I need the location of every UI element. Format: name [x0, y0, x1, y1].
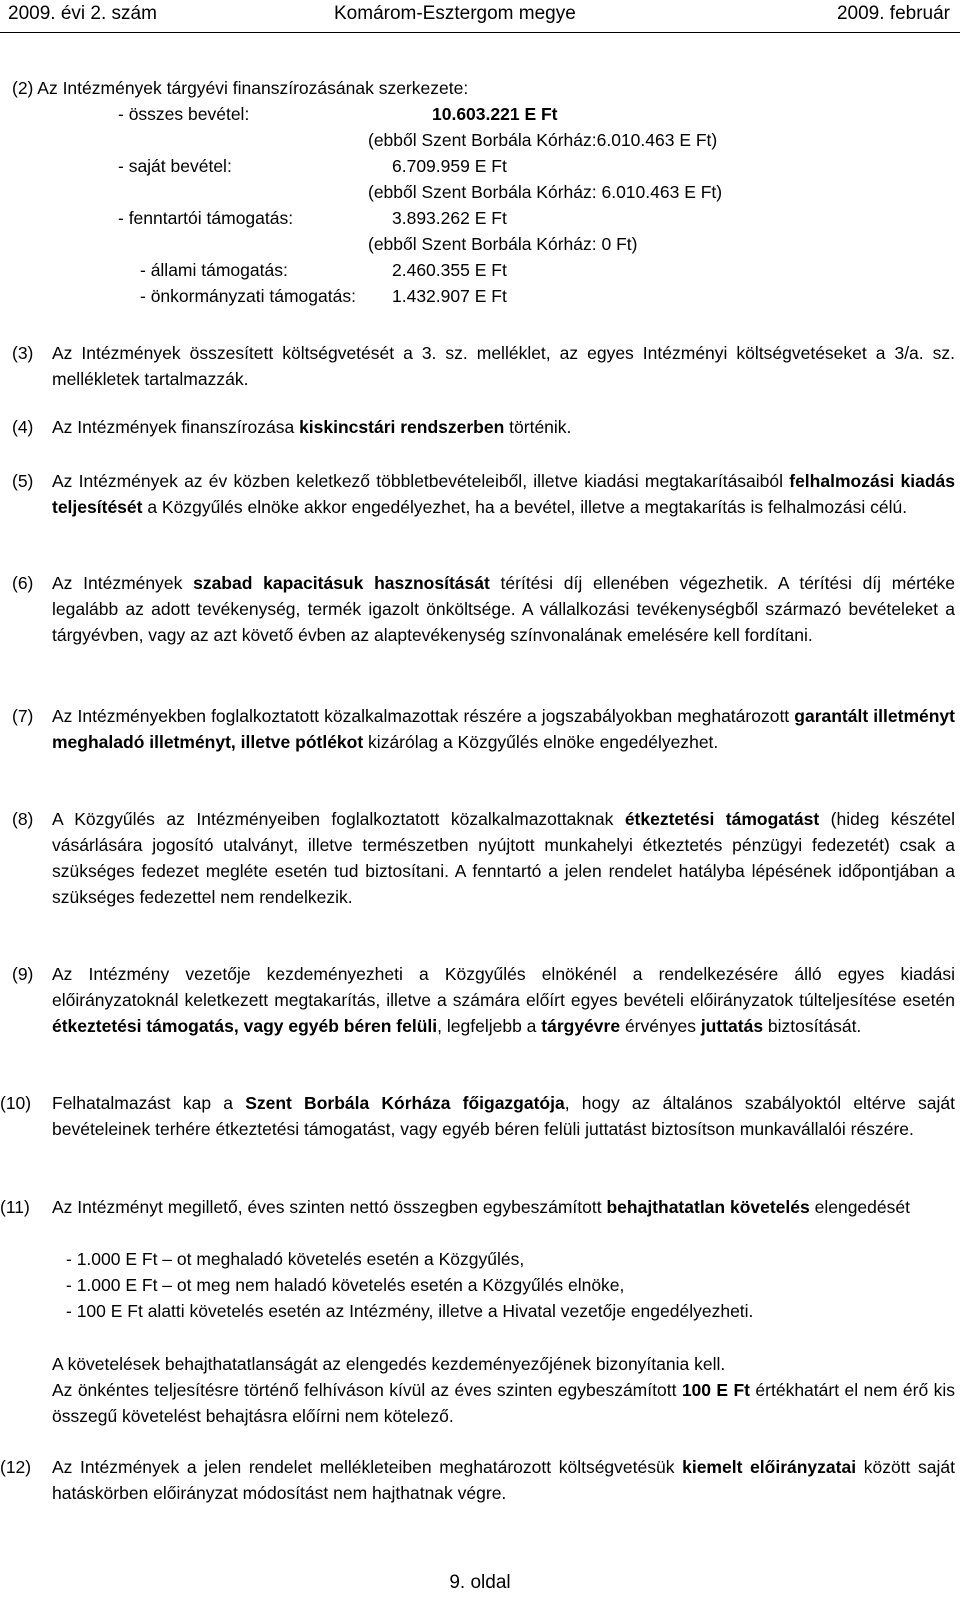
paragraph-number: (6) [12, 573, 34, 593]
header-county: Komárom-Esztergom megye [334, 3, 576, 24]
local-support-label: - önkormányzati támogatás: [140, 286, 356, 306]
list-item: - 1.000 E Ft – ot meghaladó követelés esetén a Közgyűlés, [66, 1249, 525, 1269]
paragraph-5 [0, 468, 955, 546]
list-item: - 1.000 E Ft – ot meg nem haladó követelés esetén a Közgyűlés elnöke, [66, 1275, 625, 1295]
state-support-label: - állami támogatás: [140, 260, 288, 280]
finance-intro: (2) Az Intézmények tárgyévi finanszírozásának szerkezete: [12, 78, 469, 98]
paragraph-4 [0, 414, 955, 440]
paragraph-text: A Közgyűlés az Intézményeiben foglalkoztatott közalkalmazottaknak étkeztetési támogatást (hideg készétel vásárlására jogosító utalványt, illetve természetben nyújtott munkahelyi étkeztetés pénzügyi fedezetét) csak a szükséges fedezet megléte esetén tud biztosítani. A fenntartó a jelen rendelet hatályba lépésének időpontjában a szükséges fedezettel nem rendelkezik. [52, 809, 955, 907]
paragraph-7 [0, 703, 955, 781]
paragraph-number: (7) [12, 706, 34, 726]
paragraph-text: Az Intézmények finanszírozása kiskincstári rendszerben történik. [52, 417, 572, 437]
paragraph-number: (11) [0, 1197, 30, 1217]
total-income-note: (ebből Szent Borbála Kórház:6.010.463 E Ft) [368, 130, 718, 150]
maintainer-support-note: (ebből Szent Borbála Kórház: 0 Ft) [368, 234, 638, 254]
page-number: 9. oldal [449, 1572, 511, 1593]
paragraph-8 [0, 806, 955, 936]
paragraph-number: (12) [0, 1457, 32, 1477]
maintainer-support-label: - fenntartói támogatás: [118, 208, 294, 228]
paragraph-number: (4) [12, 417, 34, 437]
paragraph-9 [0, 961, 955, 1065]
own-income-label: - saját bevétel: [118, 156, 232, 176]
paragraph-text: A követelések behajthatatlanságát az elengedés kezdeményezőjének bizonyítania kell. [52, 1354, 726, 1374]
paragraph-10 [0, 1090, 955, 1168]
paragraph-text: Az önkéntes teljesítésre történő felhíváson kívül az éves szinten egybeszámított 100 E Ft értékhatárt el nem érő kis összegű követelést behajtásra előírni nem kötelező. [52, 1380, 955, 1426]
paragraph-number: (3) [12, 343, 34, 363]
paragraph-text: Az Intézményekben foglalkoztatott közalkalmazottak részére a jogszabályokban meghatározott garantált illetményt meghaladó illetményt, illetve pótlékot kizárólag a Közgyűlés elnöke engedélyezhet. [52, 706, 955, 752]
paragraph-text: Az Intézmények szabad kapacitásuk hasznosítását térítési díj ellenében végezhetik. A térítési díj mértéke legalább az adott tevékenység, termék igazolt önköltsége. A vállalkozási tevékenységből származó bevételeket a tárgyévben, vagy az azt követő évben az alaptevékenység színvonalának emelésére kell fordítani. [52, 573, 955, 645]
maintainer-support-value: 3.893.262 E Ft [392, 208, 507, 228]
paragraph-6 [0, 570, 955, 674]
state-support-value: 2.460.355 E Ft [392, 260, 507, 280]
header-rule [0, 32, 960, 33]
paragraph-number: (5) [12, 471, 34, 491]
header-issue: 2009. évi 2. szám [8, 3, 157, 24]
paragraph-12 [0, 1454, 955, 1506]
paragraph-text: Az Intézmények az év közben keletkező többletbevételeiből, illetve kiadási megtakarításaiból felhalmozási kiadás teljesítését a Közgyűlés elnöke akkor engedélyezhet, ha a bevétel, illetve a megtakarítás is felhalmozási célú. [52, 471, 955, 517]
paragraph-text: Az Intézmények összesített költségvetését a 3. sz. melléklet, az egyes Intézményi költségvetéseket a 3/a. sz. mellékletek tartalmazzák. [52, 343, 955, 389]
paragraph-11 [0, 1194, 955, 1246]
paragraph-number: (9) [12, 964, 34, 984]
paragraph-text: Az Intézményt megillető, éves szinten nettó összegben egybeszámított behajthatatlan követelés elengedését [52, 1197, 910, 1217]
total-income-label: - összes bevétel: [118, 104, 250, 124]
paragraph-number: (8) [12, 809, 34, 829]
list-item: - 100 E Ft alatti követelés esetén az Intézmény, illetve a Hivatal vezetője engedélyezheti. [66, 1301, 754, 1321]
total-income-value: 10.603.221 E Ft [432, 104, 558, 124]
paragraph-number: (10) [0, 1093, 32, 1113]
paragraph-11-notes [0, 1351, 955, 1429]
header-date: 2009. február [836, 3, 950, 24]
page-header [0, 0, 960, 34]
paragraph-3 [0, 340, 955, 392]
paragraph-text: Felhatalmazást kap a Szent Borbála Kórháza főigazgatója, hogy az általános szabályoktól eltérve saját bevételeinek terhére étkeztetési támogatást, vagy egyéb béren felüli juttatást biztosítson munkavállalói részére. [52, 1093, 955, 1139]
own-income-note: (ebből Szent Borbála Kórház: 6.010.463 E Ft) [368, 182, 723, 202]
local-support-value: 1.432.907 E Ft [392, 286, 507, 306]
paragraph-text: Az Intézmény vezetője kezdeményezheti a Közgyűlés elnökénél a rendelkezésére álló egyes kiadási előirányzatoknál keletkezett megtakarítás, illetve a számára előírt egyes bevételi előirányzatok túlteljesítése esetén étkeztetési támogatás, vagy egyéb béren felüli, legfeljebb a tárgyévre érvényes juttatás biztosítását. [52, 964, 955, 1036]
paragraph-text: Az Intézmények a jelen rendelet mellékleteiben meghatározott költségvetésük kiemelt előirányzatai között saját hatáskörben előirányzat módosítást nem hajthatnak végre. [52, 1457, 955, 1503]
own-income-value: 6.709.959 E Ft [392, 156, 507, 176]
